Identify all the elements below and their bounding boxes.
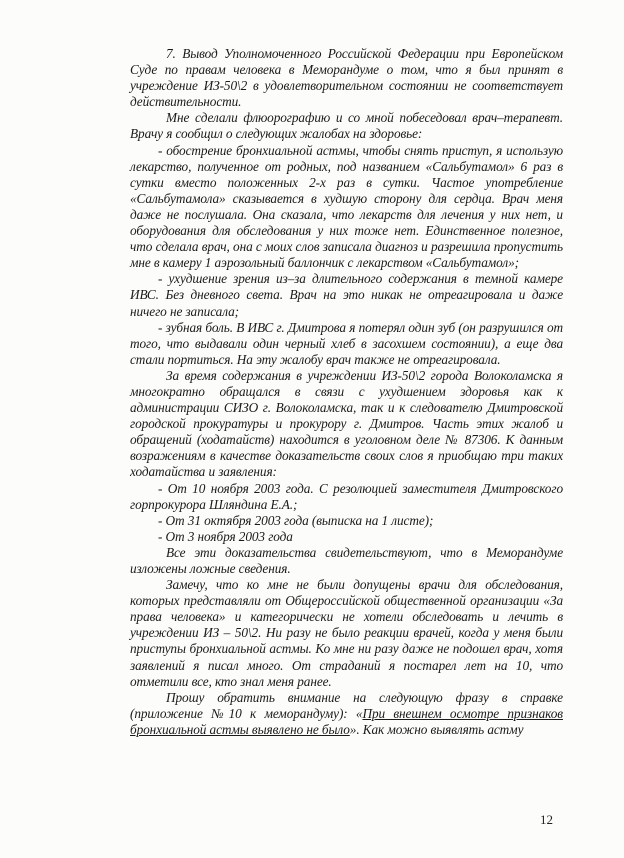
paragraph-conclusion-7: 7. Вывод Уполномоченного Российской Федерации при Европейском Суде по правам человека в Меморандуме о том, что я был принят в учреждение ИЗ-50\2 в удовлетворительном состоянии не соответствует действительности. — [130, 46, 563, 110]
document-body — [130, 46, 563, 738]
complaint-tooth: - зубная боль. В ИВС г. Дмитрова я потерял один зуб (он разрушился от того, что выдавали один черный хлеб в засохшем состоянии), а еще два стали портиться. На эту жалобу врач также не отреагировала. — [130, 319, 563, 367]
page-number: 12 — [540, 812, 553, 827]
complaint-vision: - ухудшение зрения из–за длительного содержания в темной камере ИВС. Без дневного света. Врач на это никак не отреагировала и даже ничего не записала; — [130, 271, 563, 319]
paragraph-false-info: Все эти доказательства свидетельствуют, что в Меморандуме изложены ложные сведения. — [130, 544, 563, 576]
paragraph-fluorography: Мне сделали флюорографию и со мной побеседовал врач–терапевт. Врачу я сообщил о следующих жалобах на здоровье: — [130, 110, 563, 142]
paragraph-request — [130, 690, 563, 738]
paragraph-doctors: Замечу, что ко мне не были допущены врачи для обследования, которых представляли от Общероссийской общественной организации «За права человека» и категорически не хотели обследовать и лечить в учреждении ИЗ – 50\2. Ни разу не было реакции врачей, когда у меня были приступы бронхиальной астмы. Ко мне ни разу даже не подошел врач, хотя заявлений я писал много. От страданий я постарел лет на 10, что отметили все, кто знал меня ранее. — [130, 577, 563, 689]
evidence-item-3: - От 3 ноября 2003 года — [158, 528, 293, 544]
request-text-before: Прошу обратить внимание на следующую фразу в справке (приложение №10 к меморандуму): « — [130, 689, 563, 721]
complaint-asthma: - обострение бронхиальной астмы, чтобы снять приступ, я использую лекарство, полученное от родных, под названием «Сальбутамол» 6 раз в сутки вместо положенных 2-х раз в сутки. Частое употребление «Сальбутамола» сказывается в худшую сторону для сердца. Врач меня даже не послушала. Она сказала, что лекарств для лечения у них нет, и оборудования для обследования у них тоже нет. Единственное полезное, что сделала врач, она с моих слов записала диагноз и разрешила пропустить мне в камеру 1 аэрозольный баллончик с лекарством «Сальбутамол»; — [130, 142, 563, 271]
evidence-item-1: - От 10 ноября 2003 года. С резолюцией заместителя Дмитровского горпрокурора Шляндина Е.А.; — [130, 480, 563, 512]
evidence-item-2: - От 31 октября 2003 года (выписка на 1 листе); — [158, 512, 434, 528]
paragraph-appeals: За время содержания в учреждении ИЗ-50\2 города Волоколамска я многократно обращался в связи с ухудшением здоровья как к администрации СИЗО г. Волоколамска, так и к следователю Дмитровской городской прокуратуры и прокурору г. Дмитров. Часть этих жалоб и обращений (ходатайств) находится в уголовном деле № 87306. К данным возражениям в качестве доказательств своих слов я приобщаю три таких ходатайства и заявления: — [130, 367, 563, 480]
underlined-quote: При внешнем осмотре признаков бронхиальной астмы выявлено не было — [130, 705, 563, 737]
request-text-after: ». Как можно выявлять астму — [349, 721, 524, 737]
